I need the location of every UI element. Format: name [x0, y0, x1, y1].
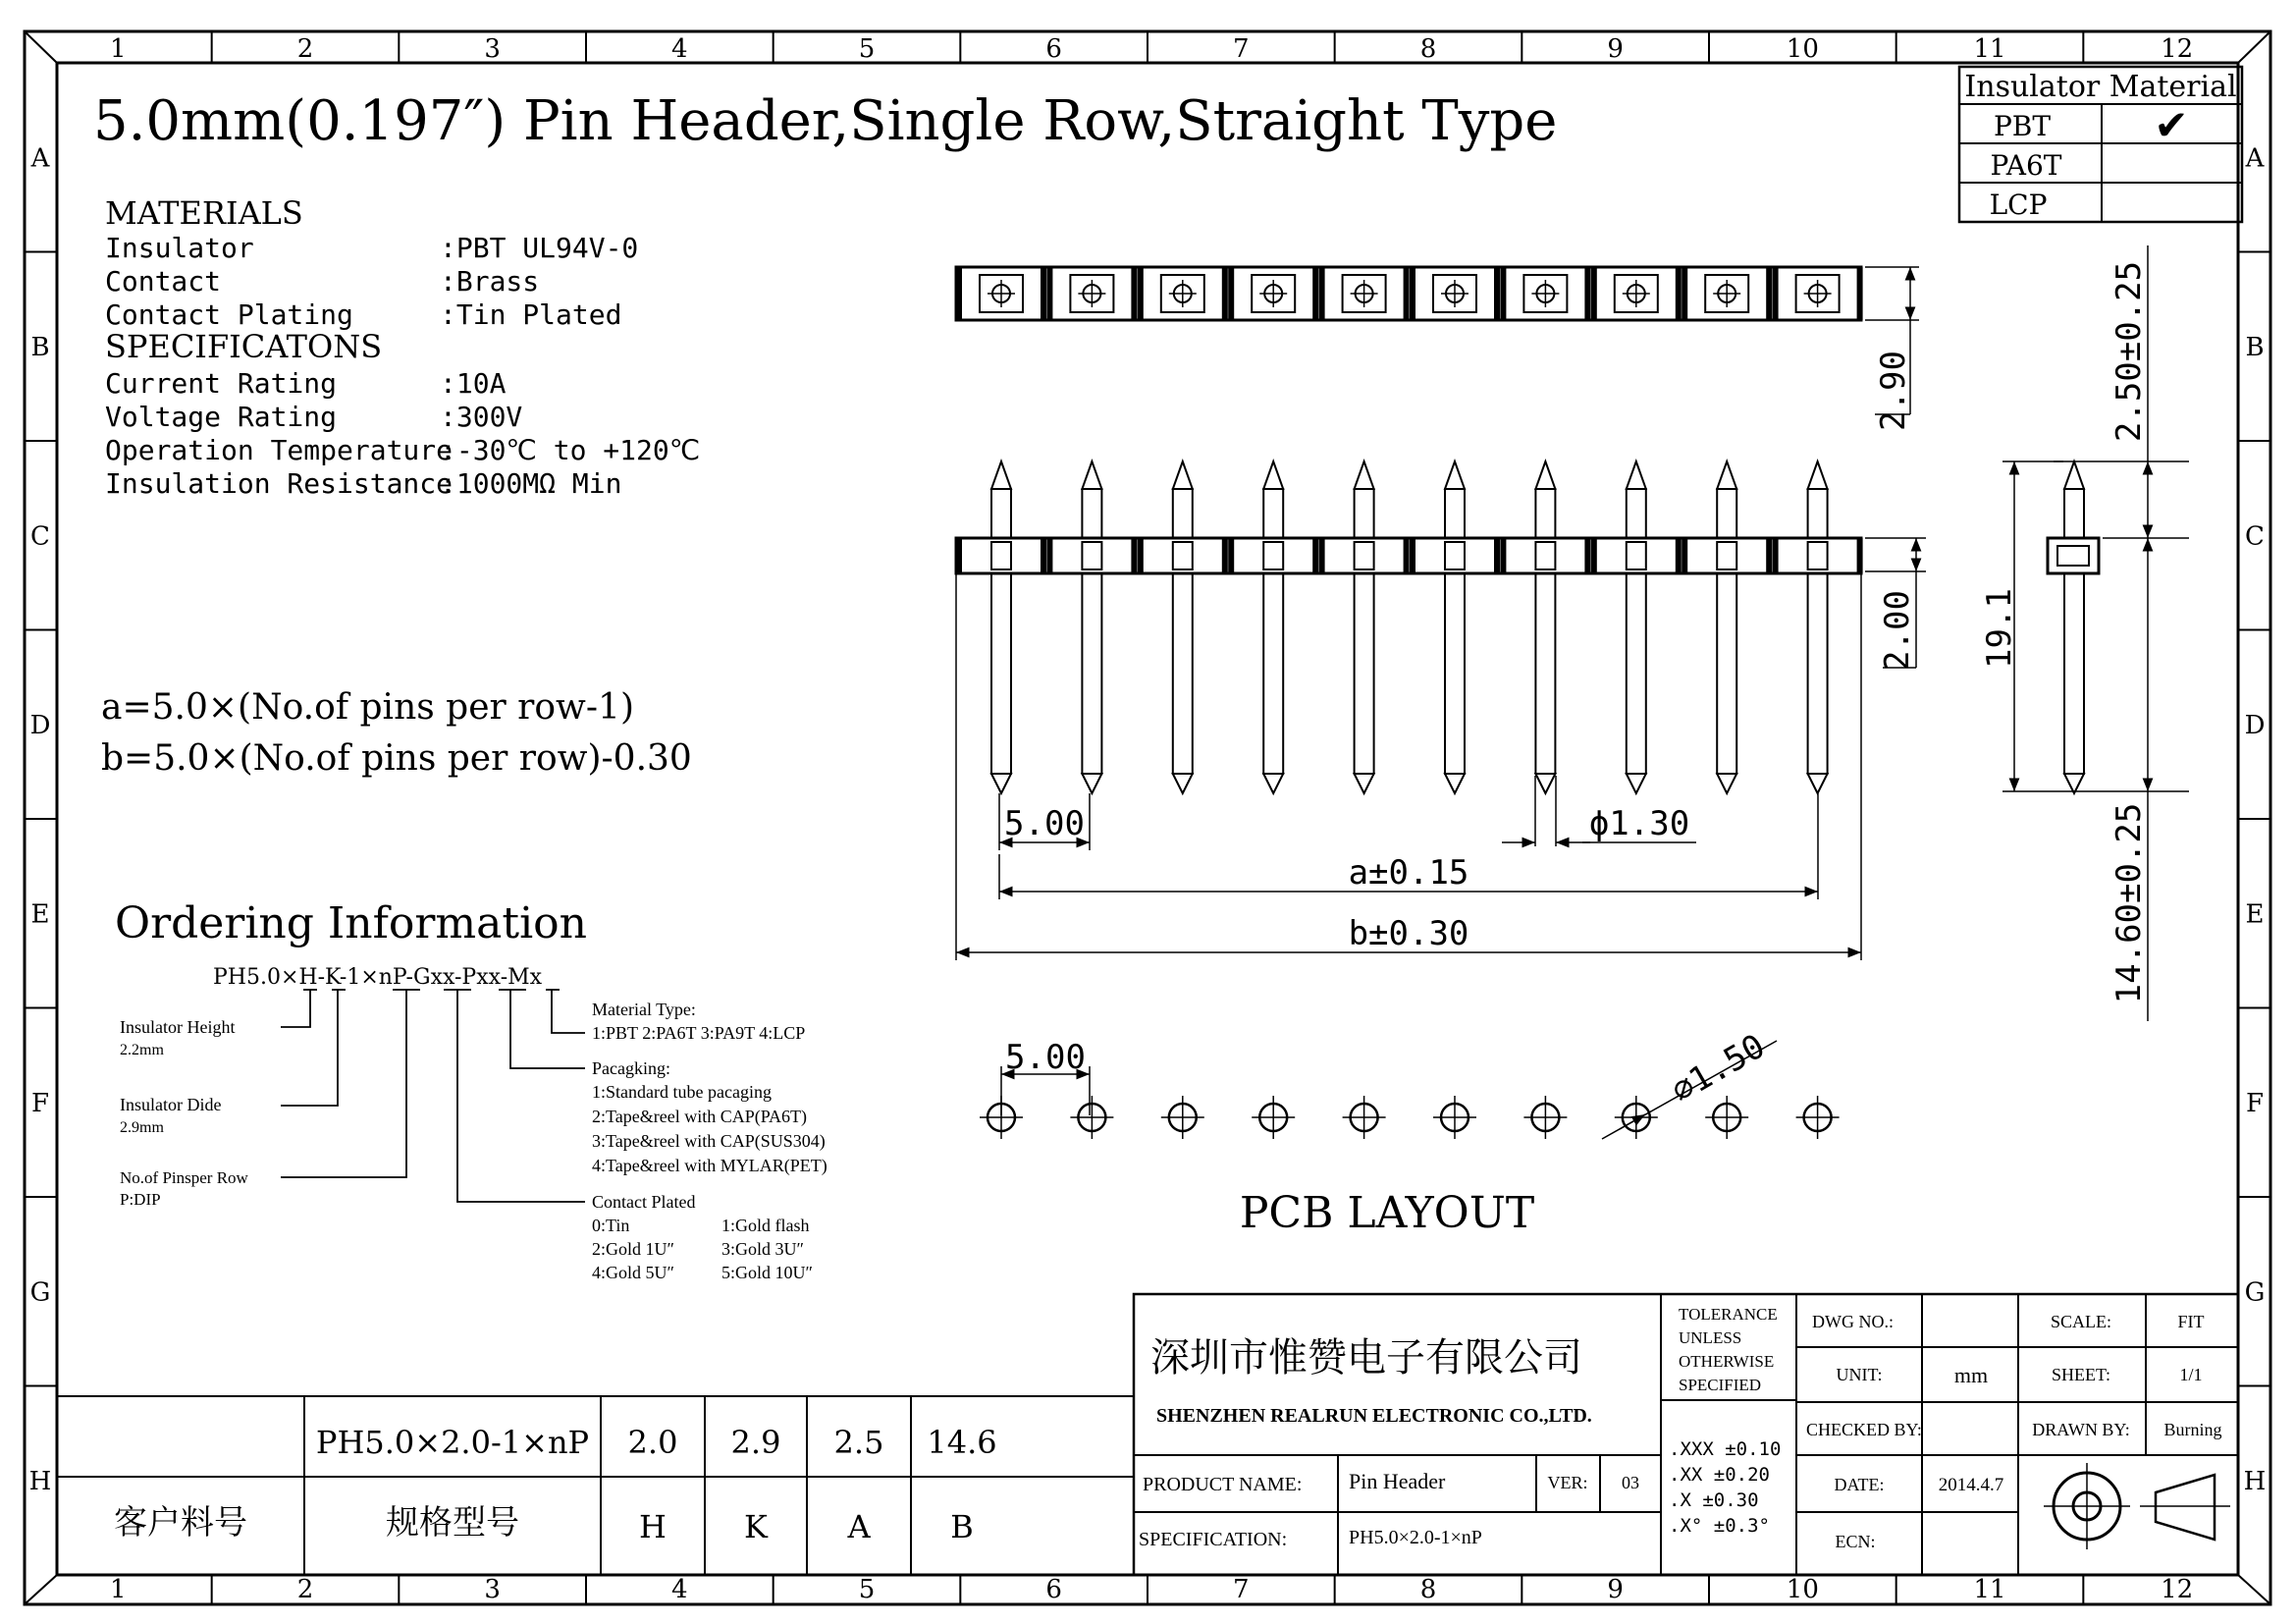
grid-column-label: 10 — [1786, 34, 1819, 64]
grid-column-label: 1 — [110, 34, 127, 64]
spec-label: Voltage Rating — [105, 401, 338, 433]
code-prefix: PH5.0× — [213, 965, 299, 990]
spec-value: :300V — [440, 401, 523, 433]
sheet-label: SHEET: — [2051, 1365, 2111, 1384]
front-view-pin — [1717, 461, 1736, 793]
spec-value: :-30℃ to +120℃ — [440, 434, 701, 466]
specification-value: PH5.0×2.0-1×nP — [1349, 1527, 1482, 1548]
material-option-lcp: LCP — [1989, 189, 2048, 221]
pcb-hole — [1252, 1096, 1295, 1139]
spec-label: Insulation Resistance — [105, 467, 454, 500]
spec-label: Current Rating — [105, 367, 338, 400]
code-g: -G — [405, 965, 431, 990]
material-type-line: 1:PBT 2:PA6T 3:PA9T 4:LCP — [592, 1023, 806, 1043]
grid-column-label: 4 — [671, 34, 688, 64]
front-view-pin — [1535, 461, 1555, 793]
dim-lower-length: 14.60±0.25 — [2109, 802, 2149, 1004]
tolerance-value: .X° ±0.3° — [1669, 1515, 1770, 1537]
grid-column-label: 7 — [1233, 1575, 1250, 1604]
spec-k-value: 2.9 — [730, 1424, 781, 1461]
top-view — [956, 267, 1919, 431]
pcb-hole — [1343, 1096, 1386, 1139]
tolerance-note: OTHERWISE — [1679, 1352, 1775, 1371]
dim-pitch: 5.00 — [1004, 804, 1085, 843]
packaging-line: 2:Tape&reel with CAP(PA6T) — [592, 1107, 808, 1126]
col-b-label: B — [950, 1508, 974, 1545]
material-option-pa6t: PA6T — [1990, 149, 2062, 182]
tolerance-note: SPECIFIED — [1679, 1376, 1762, 1394]
scale-label: SCALE: — [2050, 1312, 2112, 1331]
code-k: K — [325, 965, 340, 990]
company-name-cn: 深圳市惟赞电子有限公司 — [1150, 1335, 1582, 1380]
pcb-layout-label: PCB LAYOUT — [1239, 1188, 1535, 1238]
tolerance-value: .X ±0.30 — [1669, 1489, 1759, 1511]
grid-row-label: A — [2245, 143, 2265, 174]
checked-by-label: CHECKED BY: — [1806, 1420, 1922, 1439]
material-option-pbt: PBT — [1993, 110, 2052, 142]
grid-row-label: C — [30, 521, 50, 552]
packaging-line: 3:Tape&reel with CAP(SUS304) — [592, 1131, 826, 1151]
dim-hole-diameter: ⌀1.50 — [1665, 1026, 1772, 1111]
grid-row-label: A — [30, 143, 50, 174]
grid-column-label: 11 — [1973, 34, 2006, 64]
grid-column-label: 1 — [110, 1575, 127, 1604]
pcb-hole — [1796, 1096, 1840, 1139]
col-a-label: A — [847, 1508, 871, 1545]
grid-column-label: 9 — [1607, 1575, 1624, 1604]
grid-row-label: B — [2245, 332, 2265, 362]
spec-part-number: PH5.0×2.0-1×nP — [315, 1424, 590, 1461]
order-label-detail: P:DIP — [120, 1190, 161, 1209]
packaging-line: 4:Tape&reel with MYLAR(PET) — [592, 1156, 828, 1175]
front-view-pin — [1355, 461, 1374, 793]
front-view-pin — [1173, 461, 1193, 793]
spec-b-value: 14.6 — [927, 1424, 997, 1461]
material-value: :Brass — [440, 265, 540, 298]
grid-row-label: G — [29, 1277, 51, 1308]
unit-label: UNIT: — [1836, 1365, 1883, 1384]
grid-column-label: 3 — [484, 1575, 501, 1604]
insulator-material-table — [1959, 67, 2242, 222]
material-label: Contact — [105, 265, 222, 298]
front-view-pin — [1263, 461, 1283, 793]
part-code — [213, 965, 543, 990]
front-view-pin — [1808, 461, 1828, 793]
drawn-by-value: Burning — [2163, 1420, 2222, 1439]
pcb-hole — [1070, 1096, 1113, 1139]
company-name-en: SHENZHEN REALRUN ELECTRONIC CO.,LTD. — [1156, 1405, 1592, 1427]
dim-total-length: 19.1 — [1980, 588, 2019, 669]
grid-column-label: 11 — [1973, 1575, 2006, 1604]
plating-option: 1:Gold flash — [721, 1216, 810, 1235]
dim-top-height: 2.90 — [1874, 351, 1913, 431]
code-row: -1× — [339, 965, 379, 990]
grid-column-label: 7 — [1233, 34, 1250, 64]
plating-option: 0:Tin — [592, 1216, 630, 1235]
version-value: 03 — [1622, 1473, 1639, 1492]
order-label-title: No.of Pinsper Row — [120, 1168, 248, 1187]
packaging-title: Pacagking: — [592, 1058, 670, 1078]
grid-column-label: 6 — [1045, 1575, 1062, 1604]
material-value: :PBT UL94V-0 — [440, 232, 639, 264]
spec-value: :1000MΩ Min — [440, 467, 622, 500]
insulator-material-header: Insulator Material — [1964, 70, 2237, 104]
order-label-title: Insulator Dide — [120, 1095, 222, 1114]
grid-row-label: C — [2245, 521, 2265, 552]
front-view-pin — [1082, 461, 1101, 793]
material-value: :Tin Plated — [440, 298, 622, 331]
specification-label: SPECIFICATION: — [1139, 1529, 1288, 1550]
pcb-hole — [1161, 1096, 1204, 1139]
unit-value: mm — [1953, 1363, 1989, 1387]
projection-symbol-icon — [2044, 1463, 2230, 1549]
material-type-title: Material Type: — [592, 1000, 696, 1019]
contact-plated-title: Contact Plated — [592, 1192, 696, 1212]
sheet-value: 1/1 — [2179, 1365, 2203, 1384]
dim-span-b: b±0.30 — [1348, 914, 1469, 953]
code-pxx: xx — [476, 965, 501, 990]
col-h-label: H — [639, 1508, 667, 1545]
grid-row-label: E — [2245, 899, 2265, 930]
scale-value: FIT — [2177, 1312, 2205, 1331]
grid-column-label: 2 — [296, 1575, 314, 1604]
col-k-label: K — [744, 1508, 768, 1545]
product-name-label: PRODUCT NAME: — [1143, 1474, 1303, 1495]
material-label: Contact Plating — [105, 298, 353, 331]
grid-column-label: 10 — [1786, 1575, 1819, 1604]
dim-body-height: 2.00 — [1878, 590, 1917, 671]
front-view-pin — [1627, 461, 1646, 793]
tolerance-note: TOLERANCE — [1679, 1305, 1778, 1324]
grid-row-label: B — [30, 332, 50, 362]
code-gxx: xx — [430, 965, 454, 990]
dim-upper-length: 2.50±0.25 — [2109, 260, 2149, 443]
grid-column-label: 5 — [858, 34, 876, 64]
grid-row-label: D — [29, 710, 51, 740]
version-label: VER: — [1547, 1473, 1588, 1492]
dim-pin-diameter: ϕ1.30 — [1588, 804, 1690, 843]
ordering-information — [115, 898, 828, 1282]
grid-column-label: 8 — [1419, 1575, 1437, 1604]
customer-part-label: 客户料号 — [114, 1503, 247, 1543]
plating-option: 3:Gold 3U″ — [721, 1239, 804, 1259]
drawn-by-label: DRAWN BY: — [2032, 1420, 2130, 1439]
plating-option: 5:Gold 10U″ — [721, 1263, 813, 1282]
code-h: H — [298, 965, 318, 990]
title-block — [1134, 1294, 2238, 1575]
spec-h-value: 2.0 — [627, 1424, 678, 1461]
pcb-hole — [1523, 1096, 1567, 1139]
grid-row-label: F — [30, 1088, 50, 1118]
order-label-detail: 2.2mm — [120, 1042, 164, 1058]
check-icon: ✔ — [2154, 101, 2189, 149]
pcb-hole — [1433, 1096, 1476, 1139]
grid-column-label: 5 — [858, 1575, 876, 1604]
plating-option: 4:Gold 5U″ — [592, 1263, 674, 1282]
dim-pcb-pitch: 5.00 — [1005, 1038, 1086, 1077]
material-label: Insulator — [105, 232, 254, 264]
front-view-pin — [1445, 461, 1465, 793]
tolerance-value: .XX ±0.20 — [1669, 1464, 1770, 1486]
grid-column-label: 3 — [484, 34, 501, 64]
pcb-layout — [980, 1027, 1840, 1238]
tolerance-value: .XXX ±0.10 — [1669, 1438, 1782, 1460]
formula-b: b=5.0×(No.of pins per row)-0.30 — [101, 738, 692, 779]
grid-column-label: 12 — [2161, 1575, 2194, 1604]
grid-row-label: H — [2243, 1466, 2267, 1496]
date-label: DATE: — [1834, 1475, 1885, 1494]
code-mx: x — [529, 965, 543, 990]
spec-table — [57, 1294, 1134, 1575]
product-name-value: Pin Header — [1349, 1469, 1446, 1493]
grid-column-label: 8 — [1419, 34, 1437, 64]
ecn-label: ECN: — [1835, 1532, 1876, 1551]
grid-row-label: H — [28, 1466, 52, 1496]
grid-row-label: E — [30, 899, 50, 930]
dim-span-a: a±0.15 — [1348, 853, 1469, 893]
order-label-detail: 2.9mm — [120, 1119, 164, 1136]
pcb-hole — [1615, 1096, 1658, 1139]
front-view — [956, 461, 1926, 960]
grid-column-label: 6 — [1045, 34, 1062, 64]
plating-option: 2:Gold 1U″ — [592, 1239, 674, 1259]
packaging-line: 1:Standard tube pacaging — [592, 1082, 772, 1102]
ordering-heading: Ordering Information — [115, 898, 587, 948]
grid-column-label: 4 — [671, 1575, 688, 1604]
grid-column-label: 9 — [1607, 34, 1624, 64]
code-sep: - — [317, 965, 326, 990]
pcb-hole — [1705, 1096, 1748, 1139]
specifications-heading: SPECIFICATONS — [105, 328, 383, 365]
front-view-pin — [991, 461, 1011, 793]
formula-a: a=5.0×(No.of pins per row-1) — [101, 687, 634, 728]
code-m: -M — [500, 965, 530, 990]
grid-row-label: F — [2245, 1088, 2265, 1118]
spec-a-value: 2.5 — [833, 1424, 884, 1461]
tolerance-note: UNLESS — [1679, 1328, 1742, 1347]
grid-column-label: 2 — [296, 34, 314, 64]
dwg-no-label: DWG NO.: — [1812, 1312, 1894, 1331]
grid-row-label: D — [2244, 710, 2266, 740]
grid-column-label: 12 — [2161, 34, 2194, 64]
model-spec-label: 规格型号 — [386, 1503, 519, 1543]
specifications-section — [105, 328, 700, 500]
spec-label: Operation Temperature — [105, 434, 454, 466]
order-label-title: Insulator Height — [120, 1017, 236, 1037]
drawing-title: 5.0mm(0.197″) Pin Header,Single Row,Straight Type — [93, 89, 1558, 153]
spec-value: :10A — [440, 367, 507, 400]
grid-row-label: G — [2244, 1277, 2266, 1308]
code-np: nP — [378, 965, 406, 990]
code-p: -P — [454, 965, 477, 990]
materials-heading: MATERIALS — [105, 194, 303, 232]
side-view — [1980, 245, 2189, 1021]
materials-section — [105, 194, 638, 331]
date-value: 2014.4.7 — [1938, 1475, 2004, 1495]
